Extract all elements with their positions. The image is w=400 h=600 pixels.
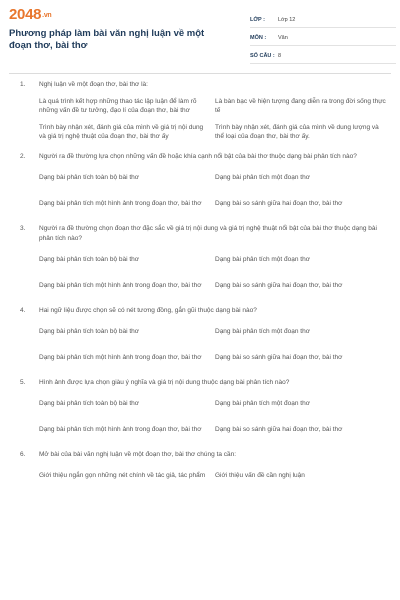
answer-option[interactable]: Dạng bài phân tích một đoạn thơ — [215, 400, 310, 408]
answer-option[interactable]: Dạng bài phân tích một hình ảnh trong đoạn thơ, bài thơ — [39, 354, 202, 362]
question-1 — [0, 80, 400, 142]
answer-options — [39, 250, 400, 296]
question-text: Mở bài của bài văn nghị luận về một đoạn thơ, bài thơ chúng ta cần: — [39, 451, 237, 458]
question-number: 3. — [20, 225, 26, 232]
question-number: 2. — [20, 153, 26, 160]
question-number: 4. — [20, 307, 26, 314]
question-number: 1. — [20, 81, 26, 88]
question-text: Nghị luận về một đoạn thơ, bài thơ là: — [39, 81, 148, 88]
meta-value: 8 — [278, 53, 282, 59]
answer-option[interactable]: Dạng bài so sánh giữa hai đoạn thơ, bài thơ — [215, 426, 343, 434]
question-number: 6. — [20, 451, 26, 458]
meta-grade — [250, 13, 396, 28]
answer-option[interactable]: Dạng bài phân tích một đoạn thơ — [215, 256, 310, 264]
answer-option[interactable]: Dạng bài phân tích toàn bộ bài thơ — [39, 328, 140, 336]
meta-subject — [250, 31, 396, 46]
meta-label: LỚP : — [250, 17, 265, 23]
worksheet-meta — [250, 13, 396, 67]
worksheet-header — [0, 0, 400, 72]
question-text: Hai ngữ liệu được chọn sẽ có nét tương đồng, gắn gũi thuộc dạng bài nào? — [39, 307, 257, 314]
answer-options — [39, 394, 400, 440]
question-4 — [0, 306, 400, 368]
answer-option[interactable]: Là bàn bạc về hiện tượng đang diễn ra trong đời sống thực tế — [215, 97, 386, 114]
question-2 — [0, 152, 400, 214]
answer-option[interactable]: Trình bày nhận xét, đánh giá của mình về dung lượng và thể loại của đoạn thơ, bài thơ ấy. — [215, 123, 379, 140]
answer-option[interactable]: Trình bày nhận xét, đánh giá của mình về giá trị nội dung và giá trị nghệ thuật của đoạn thơ, bài thơ ấy — [39, 123, 204, 140]
header-divider — [9, 73, 391, 74]
answer-option[interactable]: Dạng bài phân tích một hình ảnh trong đoạn thơ, bài thơ — [39, 282, 202, 290]
question-text: Người ra đề thường chọn đoạn thơ đặc sắc về giá trị nội dung và giá trị nghệ thuật nổi bật của bài thơ thuộc dạng bài phân tích nào? — [39, 225, 377, 242]
answer-option[interactable]: Dạng bài so sánh giữa hai đoạn thơ, bài thơ — [215, 200, 343, 208]
meta-label: MÔN : — [250, 35, 267, 41]
answer-options — [39, 96, 400, 142]
question-5 — [0, 378, 400, 440]
meta-question-count — [250, 49, 396, 64]
question-3 — [0, 224, 400, 296]
answer-options — [39, 322, 400, 368]
site-logo[interactable] — [9, 6, 51, 23]
answer-options — [39, 466, 400, 486]
answer-option[interactable]: Dạng bài phân tích một hình ảnh trong đoạn thơ, bài thơ — [39, 200, 202, 208]
logo-suffix: .vn — [42, 11, 52, 19]
answer-option[interactable]: Dạng bài so sánh giữa hai đoạn thơ, bài thơ — [215, 282, 343, 290]
question-text: Người ra đề thường lựa chọn những vấn đề hoặc khía cạnh nổi bật của bài thơ thuộc dạng bài phân tích nào? — [39, 153, 357, 160]
question-number: 5. — [20, 379, 26, 386]
logo-text: 2048 — [9, 6, 42, 23]
meta-value: Lớp 12 — [278, 17, 296, 23]
answer-option[interactable]: Dạng bài phân tích toàn bộ bài thơ — [39, 400, 140, 408]
answer-option[interactable]: Dạng bài so sánh giữa hai đoạn thơ, bài thơ — [215, 354, 343, 362]
answer-option[interactable]: Dạng bài phân tích một đoạn thơ — [215, 328, 310, 336]
answer-option[interactable]: Là quá trình kết hợp những thao tác lập luận để làm rõ những vấn đề tư tưởng, đạo lí của đoạn thơ, bài thơ — [39, 97, 197, 114]
question-6 — [0, 450, 400, 486]
answer-option[interactable]: Dạng bài phân tích toàn bộ bài thơ — [39, 174, 140, 182]
worksheet-title: Phương pháp làm bài văn nghị luận về một đoạn thơ, bài thơ — [9, 28, 205, 51]
answer-option[interactable]: Dạng bài phân tích toàn bộ bài thơ — [39, 256, 140, 264]
answer-options — [39, 168, 400, 214]
answer-option[interactable]: Dạng bài phân tích một hình ảnh trong đoạn thơ, bài thơ — [39, 426, 202, 434]
answer-option[interactable]: Dạng bài phân tích một đoạn thơ — [215, 174, 310, 182]
meta-value: Văn — [278, 35, 288, 41]
question-text: Hình ảnh được lựa chọn giàu ý nghĩa và giá trị nội dung thuộc dạng bài phân tích nào? — [39, 379, 290, 386]
answer-option[interactable]: Giới thiệu ngắn gọn những nét chính về tác giả, tác phẩm — [39, 472, 206, 480]
answer-option[interactable]: Giới thiệu vấn đề cần nghị luận — [215, 472, 305, 480]
question-list — [0, 80, 400, 496]
meta-label: SỐ CÂU : — [250, 53, 275, 59]
